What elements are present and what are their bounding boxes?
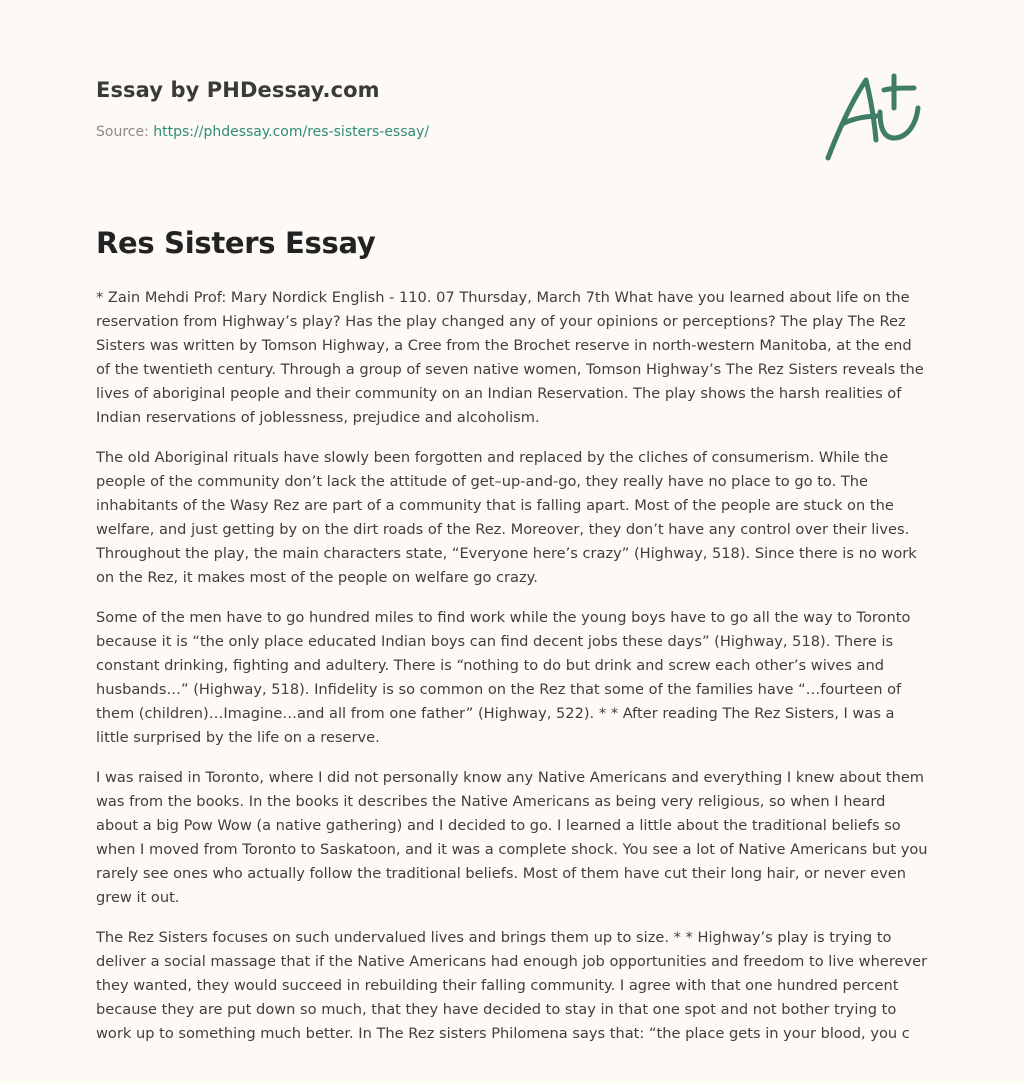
essay-paragraph: Some of the men have to go hundred miles to find work while the young boys have to go all the way to Toronto because it is “the only place educated Indian boys can find decent jobs these days” (Highway, 518). There is constant drinking, fighting and adultery. There is “nothing to do but drink and screw each other’s wives and husbands…” (Highway, 518). Infidelity is so common on the Rez that some of the families have “…fourteen of them (children)…Imagine…and all from one father” (Highway, 522). * * After reading The Rez Sisters, I was a little surprised by the life on a reserve. bbox=[96, 609, 911, 746]
brand-title: Essay by PHDessay.com bbox=[96, 78, 380, 102]
essay-body bbox=[96, 286, 928, 1084]
source-line bbox=[96, 124, 429, 140]
essay-title: Res Sisters Essay bbox=[96, 226, 376, 260]
a-plus-logo-icon bbox=[824, 66, 924, 166]
document-page bbox=[96, 0, 928, 1084]
source-label: Source: bbox=[96, 124, 149, 140]
essay-paragraph: * Zain Mehdi Prof: Mary Nordick English - 110. 07 Thursday, March 7th What have you learned about life on the reservation from Highway’s play? Has the play changed any of your opinions or perceptions? The play The Rez Sisters was written by Tomson Highway, a Cree from the Brochet reserve in north-western Manitoba, at the end of the twentieth century. Through a group of seven native women, Tomson Highway’s The Rez Sisters reveals the lives of aboriginal people and their community on an Indian Reservation. The play shows the harsh realities of Indian reservations of joblessness, prejudice and alcoholism. bbox=[96, 289, 924, 426]
essay-paragraph: The Rez Sisters focuses on such undervalued lives and brings them up to size. * * Highway’s play is trying to deliver a social massage that if the Native Americans had enough job opportunities and freedom to live wherever they wanted, they would succeed in rebuilding their falling community. I agree with that one hundred percent because they are put down so much, that they have decided to stay in that one spot and not bother trying to work up to something much better. In The Rez sisters Philomena says that: “the place gets in your blood, you c bbox=[96, 929, 928, 1042]
page-header bbox=[96, 0, 928, 200]
essay-paragraph: The old Aboriginal rituals have slowly been forgotten and replaced by the cliches of consumerism. While the people of the community don’t lack the attitude of get–up-and-go, they really have no place to go to. The inhabitants of the Wasy Rez are part of a community that is falling apart. Most of the people are stuck on the welfare, and just getting by on the dirt roads of the Rez. Moreover, they don’t have any control over their lives. Throughout the play, the main characters state, “Everyone here’s crazy” (Highway, 518). Since there is no work on the Rez, it makes most of the people on welfare go crazy. bbox=[96, 449, 917, 586]
essay-paragraph: I was raised in Toronto, where I did not personally know any Native Americans and everything I knew about them was from the books. In the books it describes the Native Americans as being very religious, so when I heard about a big Pow Wow (a native gathering) and I decided to go. I learned a little about the traditional beliefs so when I moved from Toronto to Saskatoon, and it was a complete shock. You see a lot of Native Americans but you rarely see ones who actually follow the traditional beliefs. Most of them have cut their long hair, or never even grew it out. bbox=[96, 769, 928, 906]
source-link[interactable]: https://phdessay.com/res-sisters-essay/ bbox=[153, 124, 430, 140]
